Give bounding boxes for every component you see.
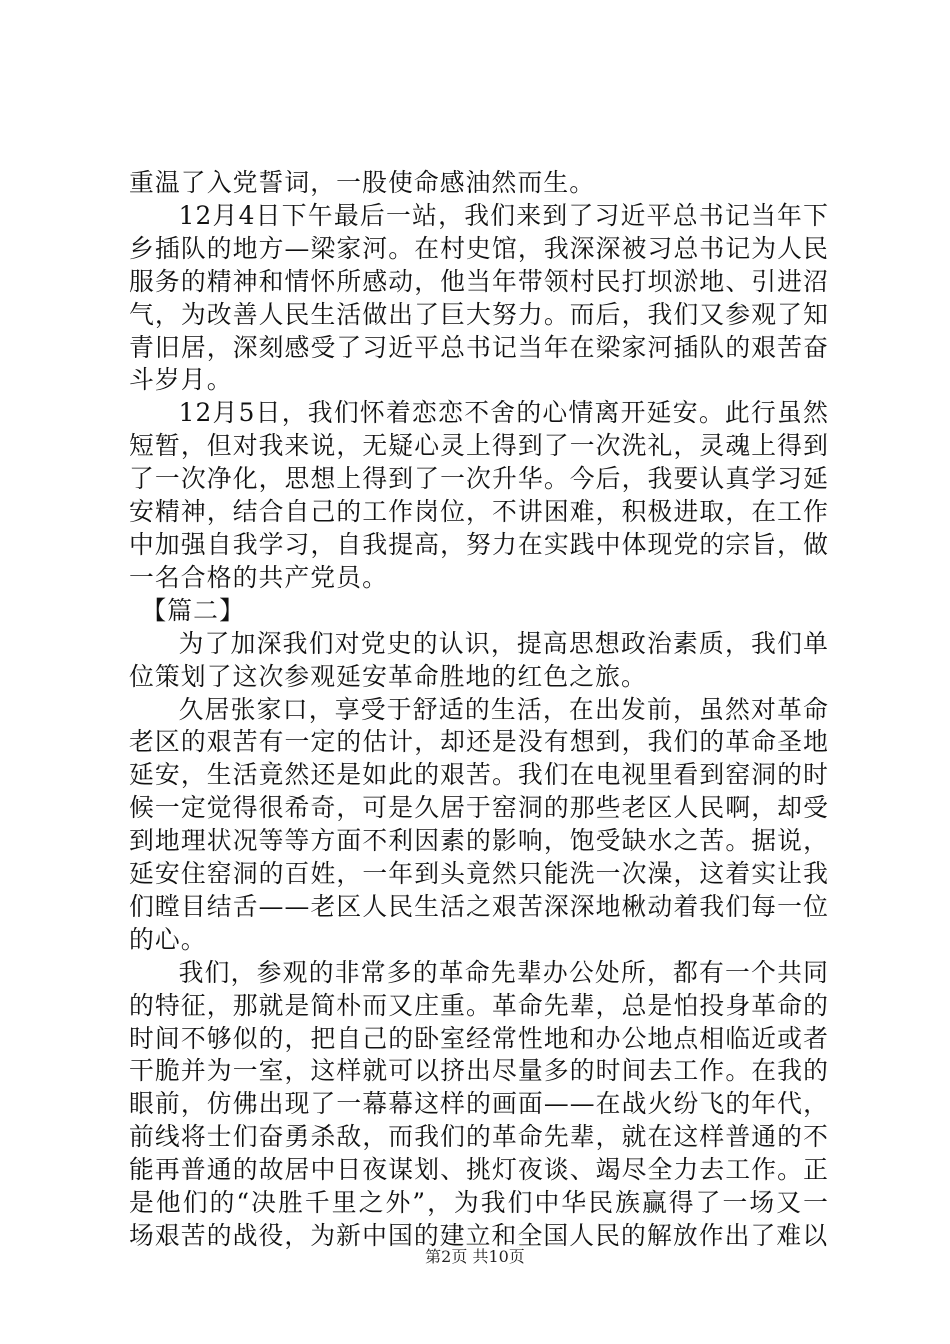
paragraph-offices: 我们，参观的非常多的革命先辈办公处所，都有一个共同的特征，那就是简朴而又庄重。革命先辈，总是怕投身革命的时间不够似的，把自己的卧室经常性地和办公地点相临近或者干脆并为一室，这样就可以挤出尽量多的时间去工作。在我的眼前，仿佛出现了一幕幕这样的画面——在战火纷飞的年代，前线将士们奋勇杀敌，而我们的革命先辈，就在这样普通的不能再普通的故居中日夜谋划、挑灯夜谈、竭尽全力去工作。正是他们的“决胜千里之外”，为我们中华民族赢得了一场又一场艰苦的战役，为新中国的建立和全国人民的解放作出了难以	[129, 957, 829, 1250]
paragraph-continuation: 重温了入党誓词，一股使命感油然而生。	[129, 168, 596, 197]
page-footer: 第2页 共10页	[425, 1247, 525, 1266]
paragraph-liangjiahe: 12月4日下午最后一站，我们来到了习近平总书记当年下乡插队的地方—梁家河。在村史馆，我深深被习总书记为人民服务的精神和情怀所感动，他当年带领村民打坝淤地、引进沼气，为改善人民生活做出了巨大努力。而后，我们又参观了知青旧居，深刻感受了习近平总书记当年在梁家河插队的艰苦奋斗岁月。	[129, 200, 829, 395]
section-heading: 【篇二】	[141, 595, 245, 625]
paragraph-departure: 12月5日，我们怀着恋恋不舍的心情离开延安。此行虽然短暂，但对我来说，无疑心灵上得到了一次洗礼，灵魂上得到了一次净化，思想上得到了一次升华。今后，我要认真学习延安精神，结合自己的工作岗位，不讲困难，积极进取，在工作中加强自我学习，自我提高，努力在实践中体现党的宗旨，做一名合格的共产党员。	[129, 398, 829, 592]
paragraph-hardship: 久居张家口，享受于舒适的生活，在出发前，虽然对革命老区的艰苦有一定的估计，却还是没有想到，我们的革命圣地延安，生活竟然还是如此的艰苦。我们在电视里看到窑洞的时候一定觉得很希奇，可是久居于窑洞的那些老区人民啊，却受到地理状况等等方面不利因素的影响，饱受缺水之苦。据说，延安住窑洞的百姓，一年到头竟然只能洗一次澡，这着实让我们瞠目结舌——老区人民生活之艰苦深深地楸动着我们每一位的心。	[129, 694, 829, 954]
document-body	[129, 167, 829, 1253]
paragraph-intro: 为了加深我们对党史的认识，提高思想政治素质，我们单位策划了这次参观延安革命胜地的红色之旅。	[129, 628, 829, 691]
